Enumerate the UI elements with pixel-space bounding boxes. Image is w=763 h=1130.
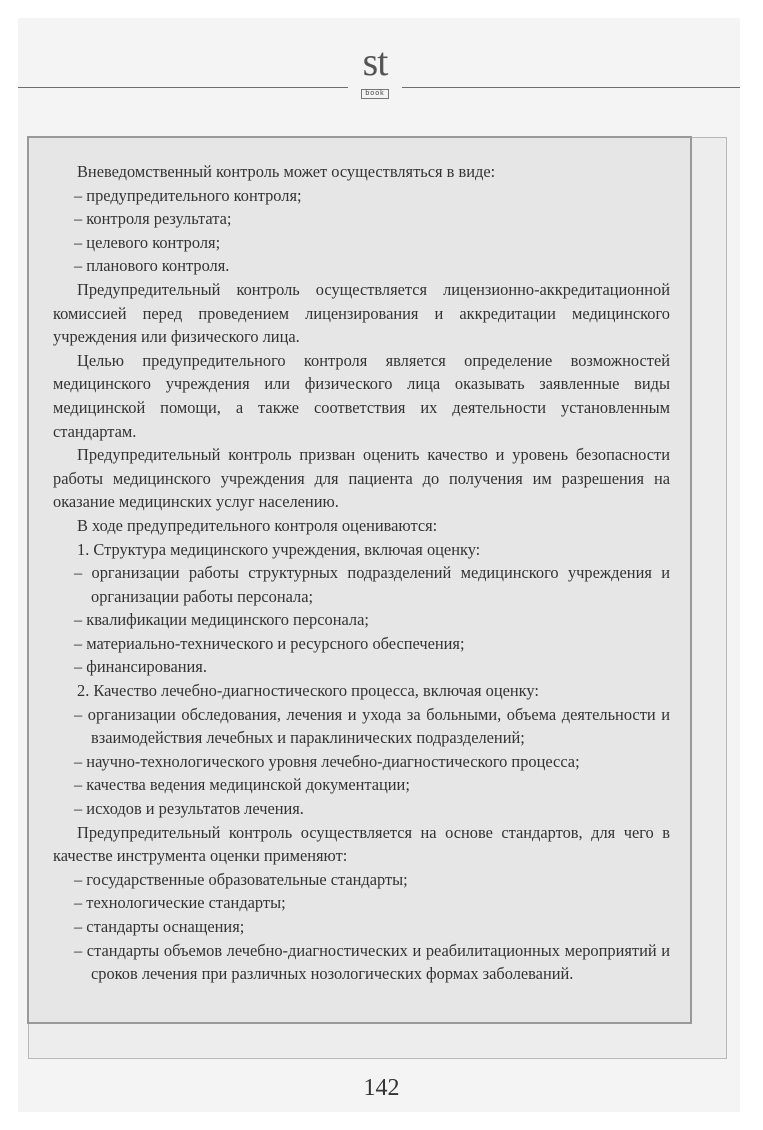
item1-point: – организации работы структурных подразделений медицинского учреждения и организации работы персонала; bbox=[74, 563, 670, 606]
standard-item: – технологические стандарты; bbox=[74, 893, 286, 913]
item2-point: – организации обследования, лечения и ухода за больными, объема деятельности и взаимодействия лечебных и параклинических подразделений; bbox=[74, 704, 670, 748]
goal-paragraph: Целью предупредительного контроля является определение возможностей медицинского учреждения или физического лица оказывать заявленные виды медицинской помощи, а также соответствия их деятельности установленным стандартам. bbox=[53, 350, 670, 441]
header-rule-right bbox=[402, 87, 740, 88]
item2-point: – исходов и результатов лечения. bbox=[74, 799, 304, 819]
assessed-paragraph: В ходе предупредительного контроля оцениваются: bbox=[77, 515, 438, 535]
logo-letters: st bbox=[362, 39, 388, 84]
item1-point: – квалификации медицинского персонала; bbox=[74, 610, 369, 630]
page-number: 142 bbox=[363, 1075, 400, 1101]
control-type-item: – предупредительного контроля; bbox=[74, 185, 302, 205]
standard-item: – стандарты оснащения; bbox=[74, 917, 245, 936]
item1-point: – материально-технического и ресурсного обеспечения; bbox=[74, 633, 465, 653]
intro-paragraph: Вневедомственный контроль может осуществляться в виде: bbox=[77, 162, 496, 181]
publisher-logo bbox=[348, 39, 402, 98]
commission-paragraph: Предупредительный контроль осуществляется лицензионно-аккредитационной комиссией перед проведением лицензирования и аккредитации медицинского учреждения или физического лица. bbox=[53, 279, 670, 347]
control-type-item: – контроля результата; bbox=[74, 209, 232, 229]
standard-item: – государственные образовательные стандарты; bbox=[74, 869, 408, 889]
control-type-item: – планового контроля. bbox=[74, 256, 230, 276]
standard-item: – стандарты объемов лечебно-диагностических и реабилитационных мероприятий и сроков лечения при различных нозологических формах заболеваний. bbox=[74, 940, 670, 984]
item1-title: 1. Структура медицинского учреждения, включая оценку: bbox=[77, 539, 481, 559]
header-rule-left bbox=[18, 87, 348, 88]
text-box bbox=[27, 136, 692, 1024]
purpose-paragraph: Предупредительный контроль призван оценить качество и уровень безопасности работы медицинского учреждения для пациента до получения им разрешения на оказание медицинских услуг населению. bbox=[53, 445, 670, 512]
item2-point: – качества ведения медицинской документации; bbox=[74, 775, 410, 795]
standards-paragraph: Предупредительный контроль осуществляется на основе стандартов, для чего в качестве инструмента оценки применяют: bbox=[53, 822, 670, 866]
logo-subtext: book bbox=[361, 89, 388, 99]
item1-point: – финансирования. bbox=[74, 657, 207, 677]
item2-title: 2. Качество лечебно-диагностического процесса, включая оценку: bbox=[77, 681, 539, 701]
control-type-item: – целевого контроля; bbox=[74, 232, 221, 252]
item2-point: – научно-технологического уровня лечебно-диагностического процесса; bbox=[74, 751, 580, 771]
